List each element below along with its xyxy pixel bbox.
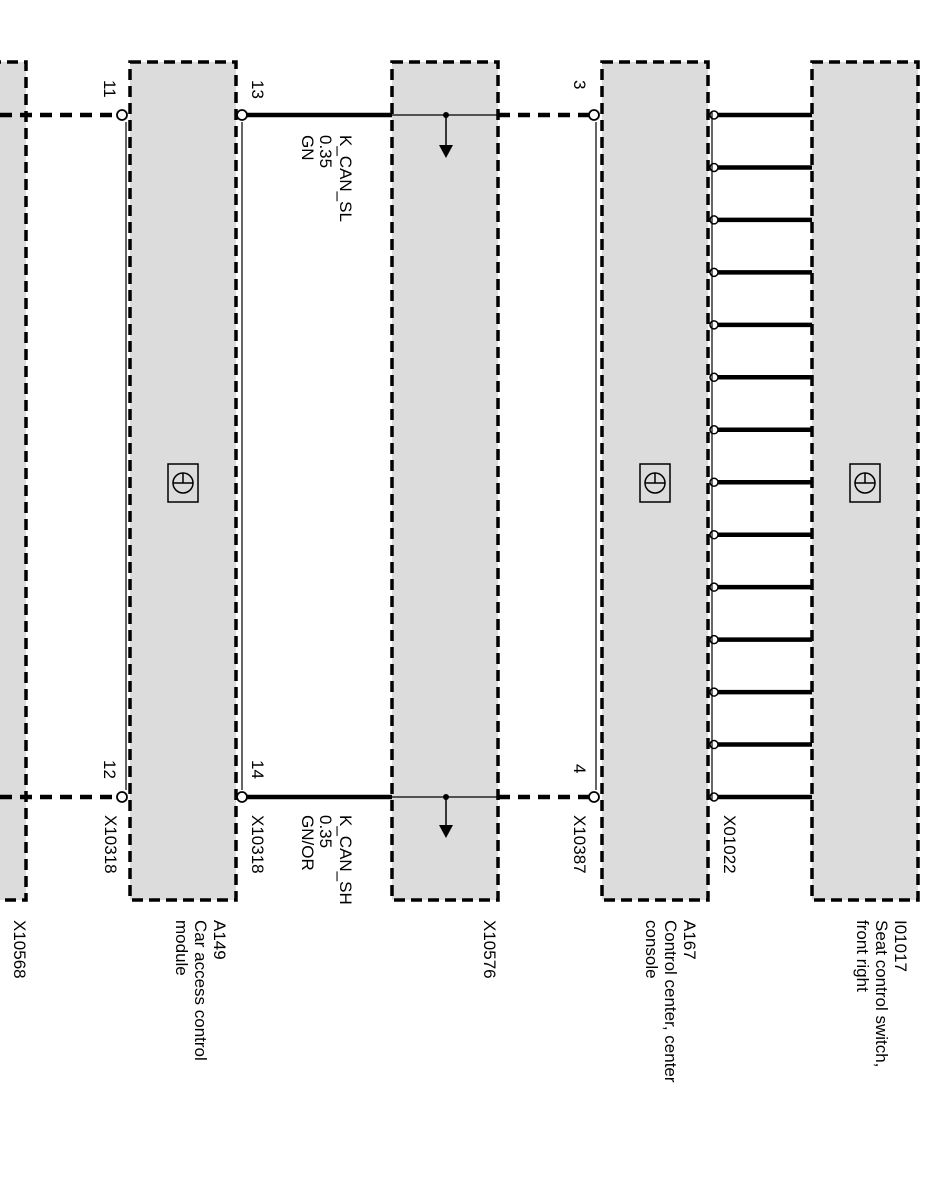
pin-number: 12 bbox=[100, 760, 119, 779]
module-name-label: Seat control switch, bbox=[872, 920, 891, 1068]
connector-label-x10387: X10387 bbox=[570, 815, 589, 874]
pin-number: 13 bbox=[248, 80, 267, 99]
pin-circle bbox=[710, 163, 718, 171]
pin-circle bbox=[710, 793, 718, 801]
module-box-x10576 bbox=[392, 62, 498, 900]
pin-circle bbox=[710, 531, 718, 539]
pin-circle bbox=[710, 583, 718, 591]
seat-switch-wires bbox=[710, 111, 812, 801]
wire-signal-label: K_CAN_SL bbox=[336, 135, 355, 222]
pin-circle bbox=[237, 110, 247, 120]
pin-circle bbox=[117, 110, 127, 120]
pin-circle bbox=[710, 111, 718, 119]
pin-circle bbox=[237, 792, 247, 802]
pin-circle bbox=[710, 636, 718, 644]
connector-label-x10318-right: X10318 bbox=[248, 815, 267, 874]
pin-circle bbox=[710, 373, 718, 381]
connector-label-x01022: X01022 bbox=[720, 815, 739, 874]
wire-gauge-label: 0.35 bbox=[316, 135, 335, 169]
pin-circle bbox=[710, 688, 718, 696]
pin-circle bbox=[710, 741, 718, 749]
module-name-label: console bbox=[642, 920, 661, 979]
pin-circle bbox=[710, 426, 718, 434]
wire-color-label: GN/OR bbox=[298, 815, 317, 871]
pin-number: 14 bbox=[248, 760, 267, 779]
pin-number: 4 bbox=[570, 764, 589, 774]
pin-circle bbox=[710, 478, 718, 486]
wire-color-label: GN bbox=[298, 135, 317, 161]
connector-label-x10318-left: X10318 bbox=[101, 815, 120, 874]
module-id-label: I01017 bbox=[891, 920, 910, 972]
pin-circle bbox=[710, 216, 718, 224]
pin-circle bbox=[589, 110, 599, 120]
pin-circle bbox=[710, 321, 718, 329]
wire-gauge-label: 0.35 bbox=[316, 815, 335, 849]
pin-circle bbox=[117, 792, 127, 802]
pin-circle bbox=[589, 792, 599, 802]
pin-number: 3 bbox=[570, 80, 589, 90]
pin-number: 11 bbox=[100, 80, 119, 98]
module-name-label: front right bbox=[853, 920, 872, 992]
module-id-label: A149 bbox=[210, 920, 229, 960]
module-box-x10568 bbox=[0, 62, 26, 900]
module-name-label: module bbox=[172, 920, 191, 976]
module-id-label: X10576 bbox=[480, 920, 499, 979]
module-name-label: Car access control bbox=[191, 920, 210, 1061]
pin-circle bbox=[710, 268, 718, 276]
module-name-label: Control center, center bbox=[661, 920, 680, 1083]
wire-signal-label: K_CAN_SH bbox=[336, 815, 355, 905]
module-id-label: X10568 bbox=[10, 920, 29, 979]
module-id-label: A167 bbox=[680, 920, 699, 960]
